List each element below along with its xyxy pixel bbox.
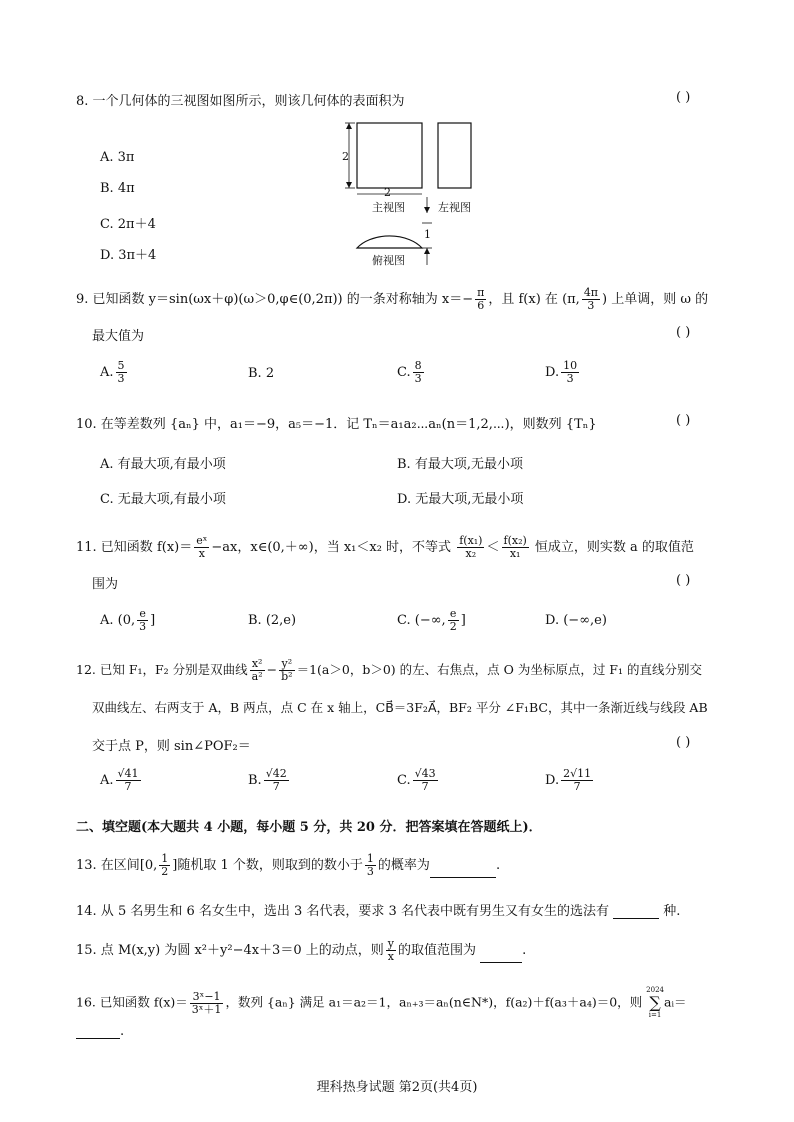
- dim-one-label: 1: [424, 228, 431, 241]
- section-fill-in-heading: 二、填空题(本大题共 4 小题，每小题 5 分，共 20 分．把答案填在答题纸上)．: [76, 820, 542, 835]
- q12-option-c: C. $\frac{√43}{7}$: [397, 767, 436, 793]
- three-view-figure: [330, 115, 490, 275]
- q8-option-b: B. 4π: [100, 181, 135, 196]
- q9-interval-right: ): [602, 292, 608, 307]
- q10-option-a: A. 有最大项,有最小项: [100, 457, 226, 472]
- q9-stem-part3: 上单调，则 ω 的: [611, 292, 709, 307]
- q9-frac-pi6: $\frac{\pi}{6}$: [477, 286, 485, 312]
- q9-option-a: A. $\frac{5}{3}$: [100, 359, 125, 385]
- q9-interval-left: (π,: [562, 292, 580, 307]
- q12-option-b: B. $\frac{√42}{7}$: [248, 767, 287, 793]
- q11-option-d: D. (−∞,e): [545, 613, 607, 628]
- q8-answer-paren: ( ): [676, 90, 691, 105]
- q11-stem-part3: 恒成立，则实数 a 的取值范: [534, 540, 694, 555]
- q9-stem-part1: 9. 已知函数 y＝sin(ωx＋φ)(ω＞0,φ∈(0,2π)) 的一条对称轴为 x＝−: [76, 292, 474, 307]
- top-view-label: 俯视图: [372, 254, 405, 267]
- q12-stem-part2: ＝1(a＞0，b＞0) 的左、右焦点，点 O 为坐标原点，过 F₁ 的直线分别交: [296, 662, 702, 677]
- q8-stem: 8. 一个几何体的三视图如图所示，则该几何体的表面积为: [76, 94, 405, 109]
- q12-frac-y2b2: $\frac{\text{y²}}{\text{b²}}$: [281, 657, 293, 683]
- q10-option-d: D. 无最大项,无最小项: [397, 492, 524, 507]
- q9-option-c: C. $\frac{8}{3}$: [397, 359, 422, 385]
- top-view-semicircle: [357, 236, 422, 248]
- q16-answer-line: .: [76, 1024, 124, 1039]
- q12-option-d: D. $\frac{2√11}{7}$: [545, 767, 592, 793]
- q16-answer-blank[interactable]: [76, 1038, 120, 1039]
- q13-answer-blank[interactable]: [430, 877, 496, 878]
- q12-answer-paren: ( ): [676, 735, 691, 750]
- q12-stem-part1: 12. 已知 F₁，F₂ 分别是双曲线: [76, 662, 248, 677]
- side-view-rect: [438, 123, 471, 188]
- q11-answer-paren: ( ): [676, 573, 691, 588]
- q10-answer-paren: ( ): [676, 413, 691, 428]
- q11-option-b: B. (2,e): [248, 613, 297, 628]
- q12-stem-line3: 交于点 P，则 sin∠POF₂＝: [92, 739, 251, 754]
- q10-option-b: B. 有最大项,无最小项: [397, 457, 523, 472]
- q11-frac-fx1: $\frac{\text{f(x₁)}}{\text{x₂}}$: [459, 534, 483, 560]
- front-view-square: [357, 123, 422, 188]
- q9-stem: [76, 287, 708, 312]
- q9-answer-paren: ( ): [676, 325, 691, 340]
- q15-answer-blank[interactable]: [480, 962, 522, 963]
- q9-stem-part2: ，且 f(x) 在: [488, 292, 558, 307]
- q9-option-b: B. 2: [248, 366, 275, 381]
- q10-option-c: C. 无最大项,有最小项: [100, 492, 226, 507]
- q11-frac-fx2: $\frac{\text{f(x₂)}}{\text{x₁}}$: [503, 534, 527, 560]
- q11-stem-part1: 11. 已知函数 f(x)＝: [76, 540, 193, 555]
- q16-stem: 16. 已知函数 f(x)＝ $\frac{\text{3ˣ−1}}{\text{3ˣ＋1}}$ ，数列 {aₙ} 满足 a₁＝a₂＝1，aₙ₊₃＝aₙ(n∈N*)，f(a₂)＋f(a₃＋a₄)＝0，则 2024 ∑ i=1 aᵢ＝: [76, 986, 687, 1019]
- page-footer: 理科热身试题 第2页(共4页): [316, 1080, 478, 1095]
- q12-stem-line2: 双曲线左、右两支于 A，B 两点，点 C 在 x 轴上，CB⃗＝3F₂A⃗，BF₂ 平分 ∠F₁BC，其中一条渐近线与线段 AB: [92, 700, 708, 715]
- q12-stem: 12. 已知 F₁，F₂ 分别是双曲线 $\frac{\text{x²}}{\text{a²}}$ − $\frac{\text{y²}}{\text{b²}}$ ＝1(a＞0，b＞0) 的左、右焦点，点 O 为坐标原点，过 F₁ 的直线分别交: [76, 657, 702, 683]
- q10-stem: 10. 在等差数列 {aₙ} 中，a₁＝−9，a₅＝−1．记 Tₙ＝a₁a₂⋯aₙ(n＝1,2,⋯)，则数列 {Tₙ}: [76, 417, 597, 432]
- q11-frac-ex: $\frac{\text{eˣ}}{x}$: [196, 534, 208, 560]
- q11-stem-part2: −ax，x∈(0,＋∞)，当 x₁＜x₂ 时，不等式: [211, 540, 452, 555]
- q13-stem: 13. 在区间[0, $\frac{1}{2}$ ]随机取 1 个数，则取到的数小于 $\frac{1}{3}$ 的概率为 .: [76, 852, 501, 878]
- q11-stem-line2: 围为: [92, 577, 119, 592]
- q8-option-d: D. 3π＋4: [100, 248, 157, 263]
- front-view-label: 主视图: [372, 201, 405, 214]
- dim-width-label: 2: [384, 186, 391, 199]
- q9-stem-line2: 最大值为: [92, 329, 145, 344]
- side-view-label: 左视图: [438, 201, 471, 214]
- q15-stem: 15. 点 M(x,y) 为圆 x²＋y²−4x＋3＝0 上的动点，则 $\frac{y}{x}$ 的取值范围为 .: [76, 937, 527, 963]
- q8-option-c: C. 2π＋4: [100, 217, 156, 232]
- q8-option-a: A. 3π: [100, 150, 135, 165]
- q9-frac-4pi3: $\frac{4\pi}{3}$: [583, 286, 599, 312]
- dim-height-label: 2: [342, 150, 349, 163]
- q9-option-d: D. $\frac{10}{3}$: [545, 359, 578, 385]
- q14-stem: 14. 从 5 名男生和 6 名女生中，选出 3 名代表，要求 3 名代表中既有男生又有女生的选法有 种.: [76, 904, 681, 919]
- q11-option-a: A. (0, $\frac{e}{3}$ ]: [100, 607, 156, 633]
- q14-answer-blank[interactable]: [613, 918, 659, 919]
- q16-summation: 2024 ∑ i=1: [646, 986, 664, 1019]
- q12-frac-x2a2: $\frac{\text{x²}}{\text{a²}}$: [251, 657, 263, 683]
- q11-stem: 11. 已知函数 f(x)＝ $\frac{\text{eˣ}}{x}$ −ax，x∈(0,＋∞)，当 x₁＜x₂ 时，不等式 $\frac{\text{f(x₁)}}{\text{x₂}}$ ＜ $\frac{\text{f(x₂)}}{\text{x₁}}$ 恒成立，则实数 a 的取值范: [76, 534, 694, 560]
- q11-option-c: C. (−∞, $\frac{e}{2}$ ]: [397, 607, 466, 633]
- q12-option-a: A. $\frac{√41}{7}$: [100, 767, 139, 793]
